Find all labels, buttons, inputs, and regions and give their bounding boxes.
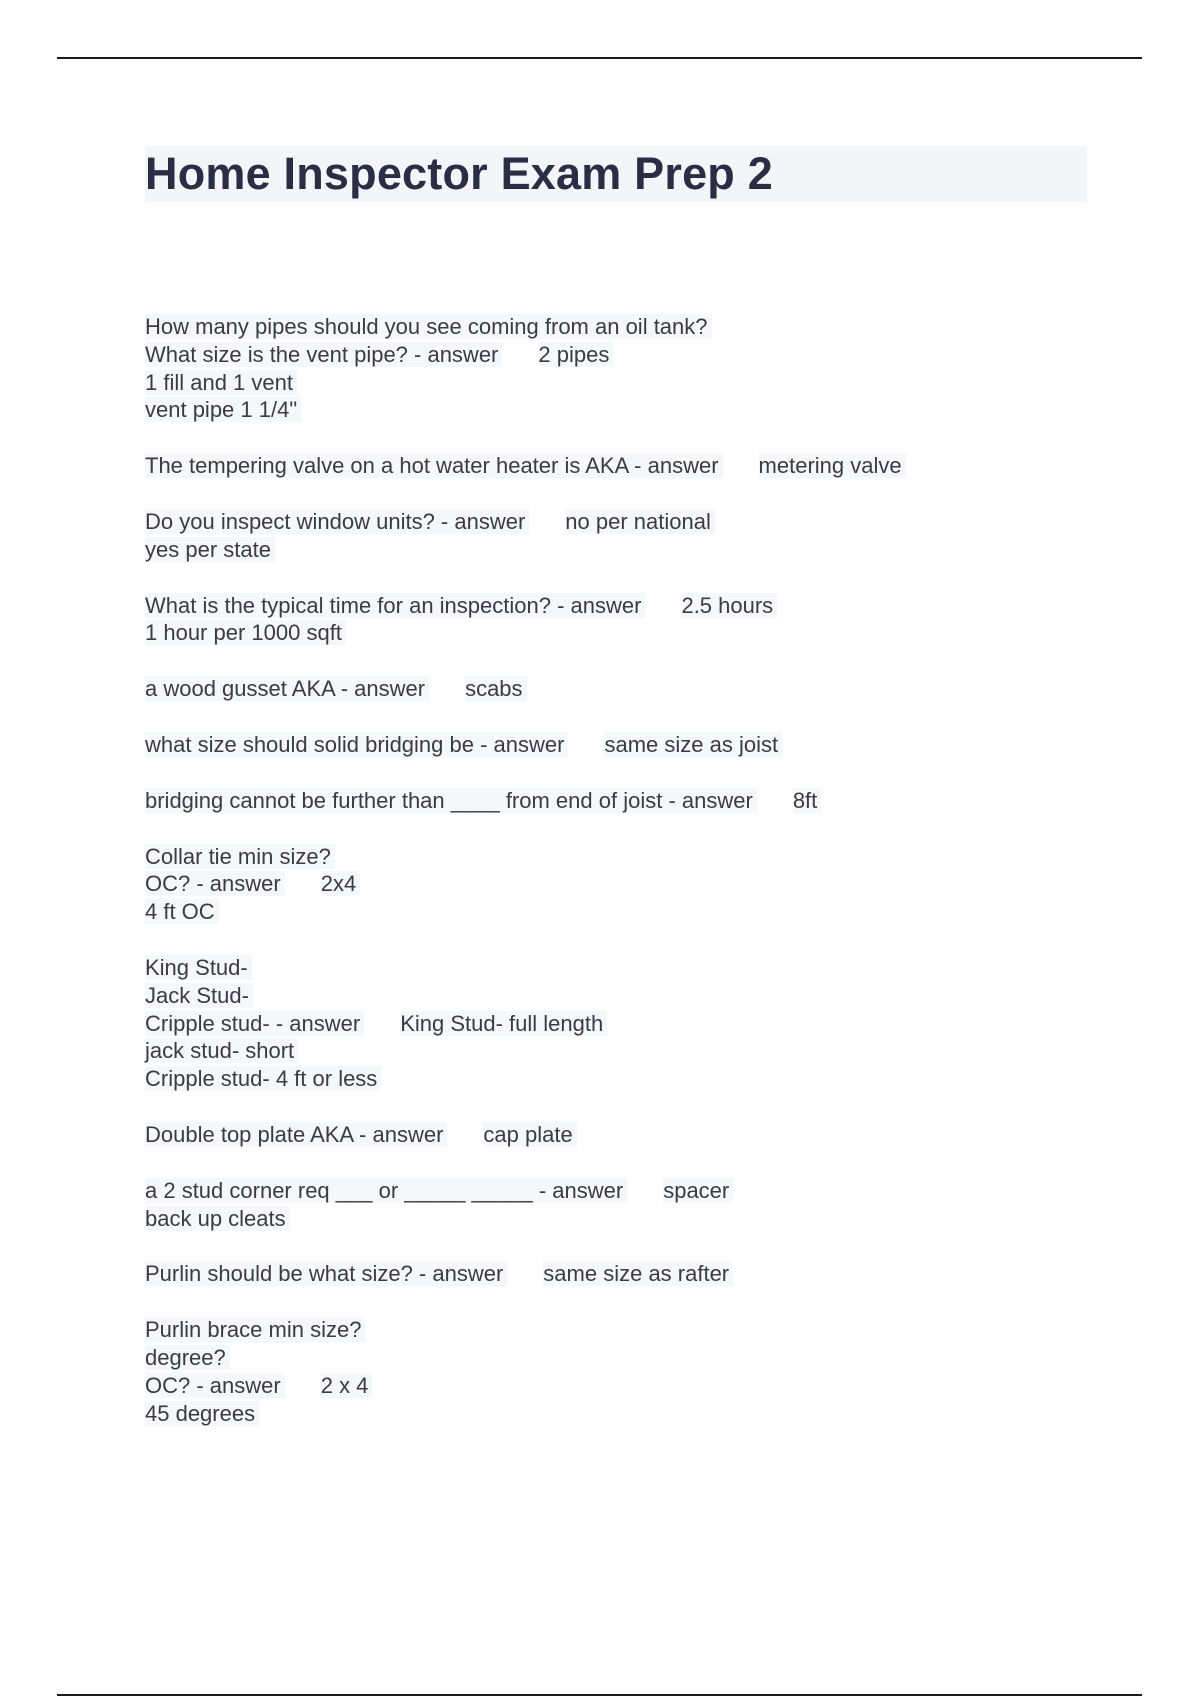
answer-text: 2 pipes [538,342,613,367]
question-text: How many pipes should you see coming from an oil tank? [145,314,712,339]
answer-text: 1 hour per 1000 sqft [145,620,346,645]
qa-item [145,313,1105,424]
question-answer-line [145,1260,1105,1288]
answer-text: back up cleats [145,1206,290,1231]
question-text: Collar tie min size? [145,844,335,869]
qa-item [145,592,1105,648]
question-text: What size is the vent pipe? - answer [145,342,502,367]
question-line [145,954,1105,982]
answer-line [145,1065,1105,1093]
question-line [145,843,1105,871]
question-answer-line [145,731,1105,759]
question-text: Cripple stud- - answer [145,1011,364,1036]
answer-line [145,536,1105,564]
question-text: Jack Stud- [145,983,253,1008]
question-answer-line [145,1372,1105,1400]
bottom-rule [57,1694,1142,1696]
question-answer-line [145,592,1105,620]
question-text: The tempering valve on a hot water heater is AKA - answer [145,453,723,478]
question-text: Purlin should be what size? - answer [145,1261,507,1286]
answer-line [145,619,1105,647]
answer-text: same size as rafter [543,1261,733,1286]
answer-text: 2x4 [321,871,360,896]
question-line [145,982,1105,1010]
question-text: Double top plate AKA - answer [145,1122,447,1147]
answer-text: Cripple stud- 4 ft or less [145,1066,381,1091]
qa-item [145,1316,1105,1427]
question-answer-line [145,1121,1105,1149]
top-rule [57,57,1142,59]
qa-item [145,1121,1105,1149]
answer-text: no per national [565,509,715,534]
question-text: degree? [145,1345,230,1370]
qa-item [145,1260,1105,1288]
qa-item [145,787,1105,815]
question-answer-line [145,508,1105,536]
answer-text: 45 degrees [145,1401,259,1426]
question-text: what size should solid bridging be - answer [145,732,568,757]
answer-text: vent pipe 1 1/4" [145,397,301,422]
answer-line [145,1037,1105,1065]
answer-line [145,1400,1105,1428]
question-text: King Stud- [145,955,252,980]
answer-text: 4 ft OC [145,899,219,924]
qa-item [145,675,1105,703]
qa-list [145,313,1105,1455]
question-text: OC? - answer [145,1373,285,1398]
answer-text: King Stud- full length [400,1011,607,1036]
answer-line [145,369,1105,397]
question-text: Purlin brace min size? [145,1317,365,1342]
answer-text: cap plate [483,1122,576,1147]
answer-text: 2 x 4 [321,1373,373,1398]
answer-text: spacer [663,1178,733,1203]
answer-text: scabs [465,676,526,701]
qa-item [145,954,1105,1093]
answer-text: 1 fill and 1 vent [145,370,297,395]
answer-text: same size as joist [604,732,782,757]
answer-text: yes per state [145,537,275,562]
answer-text: metering valve [759,453,906,478]
answer-line [145,898,1105,926]
question-line [145,1344,1105,1372]
question-text: a 2 stud corner req ___ or _____ _____ - answer [145,1178,627,1203]
question-line [145,313,1105,341]
answer-line [145,396,1105,424]
question-answer-line [145,452,1105,480]
question-text: bridging cannot be further than ____ from end of joist - answer [145,788,757,813]
page-title: Home Inspector Exam Prep 2 [145,148,773,199]
question-answer-line [145,1010,1105,1038]
qa-item [145,731,1105,759]
answer-text: 2.5 hours [681,593,777,618]
question-text: Do you inspect window units? - answer [145,509,529,534]
answer-text: 8ft [793,788,821,813]
question-answer-line [145,1177,1105,1205]
answer-text: jack stud- short [145,1038,298,1063]
question-text: What is the typical time for an inspection? - answer [145,593,645,618]
question-text: a wood gusset AKA - answer [145,676,429,701]
question-answer-line [145,787,1105,815]
qa-item [145,843,1105,926]
question-answer-line [145,675,1105,703]
qa-item [145,508,1105,564]
qa-item [145,452,1105,480]
question-answer-line [145,870,1105,898]
qa-item [145,1177,1105,1233]
question-answer-line [145,341,1105,369]
answer-line [145,1205,1105,1233]
question-text: OC? - answer [145,871,285,896]
question-line [145,1316,1105,1344]
